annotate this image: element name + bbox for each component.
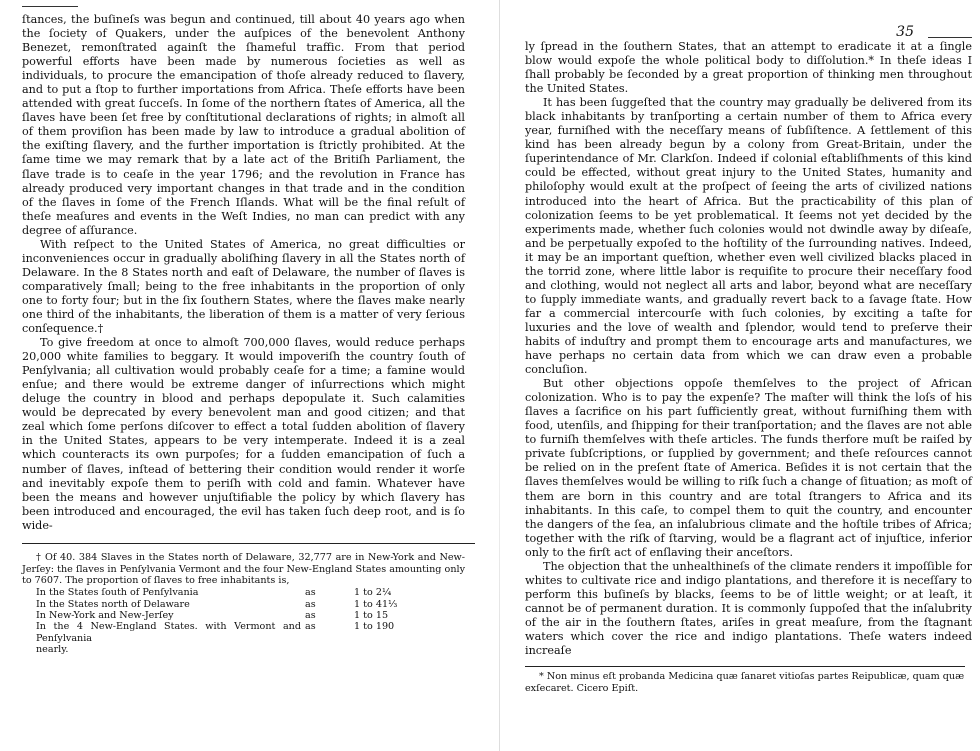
ratio-as: as — [305, 587, 316, 599]
ratio-label: In the States north of Delaware — [36, 598, 190, 610]
right-paragraph-3: But other objections oppoſe themſelves to the project of African colonization. Who is to pay the expenſe? The maſter will think the loſs of his ſlaves a ſacrifice on his part ſufficiently great, without furniſhing them with food, utenſils, and ſhipping for their tranſportation; and the ſlaves are not able to furniſh themſelves with theſe articles. The funds therfore muſt be raiſed by private ſubſcriptions, or ſupplied by government; and theſe reſources cannot be relied on in the preſent ſtate of America. Beſides it is not certain that the ſlaves themſelves would be willing to riſk ſuch a change of ſituation; as moſt of them are born in this country and are total ſtrangers to Africa and its inhabitants. In this caſe, to compel them to quit the country, and encounter the dangers of the ſea, an inſalubrious climate and the hoſtile tribes of Africa; together with the riſk of ſtarving, would be a flagrant act of injuſtice, inferior only to the firſt act of enſlaving their anceſtors. — [525, 377, 972, 559]
left-paragraph-2: With reſpect to the United States of America, no great difficulties or inconveniences occur in gradually aboliſhing ſlavery in all the States north of Delaware. In the 8 States north and eaſt of Delaware, the number of ſlaves is comparatively ſmall; being to the free inhabitants in the proportion of only one to forty four; but in the ſix ſouthern States, where the ſlaves make nearly one third of the inhabitants, the liberation of them is a matter of very ſerious conſequence.† — [22, 237, 465, 336]
ratio-row — [36, 610, 401, 621]
top-rule — [22, 6, 78, 7]
header-rule — [928, 37, 972, 38]
footnote-intro: † Of 40. 384 Slaves in the States north of Delaware, 32,777 are in New-York and New-Jerſey: the ſlaves in Penſylvania Vermont and the four New-England States amounting only to 7607. The proportion of ſlaves to free inhabitants is, — [22, 551, 465, 587]
left-page — [0, 0, 475, 751]
right-page — [525, 0, 980, 751]
right-paragraph-1: ly ſpread in the ſouthern States, that an attempt to eradicate it at a ſingle blow would expoſe the whole political body to diſſolution.* In theſe ideas I ſhall probably be ſeconded by a great proportion of thinking men throughout the United States. — [525, 40, 972, 96]
ratio-table — [36, 587, 401, 644]
right-page-header — [525, 6, 972, 40]
ratio-label: In New-York and New-Jerſey — [36, 609, 174, 621]
footnote-divider — [22, 543, 475, 544]
left-paragraph-3: To give freedom at once to almoſt 700,000 ſlaves, would reduce perhaps 20,000 white families to beggary. It would impoveriſh the country ſouth of Penſylvania; all cultivation would probably ceaſe for a time; a famine would enſue; and there would be extreme danger of inſurrections which might deluge the country in blood and perhaps depopulate it. Such calamities would be deprecated by every benevolent man and good citizen; and that zeal which ſome perſons diſcover to effect a total ſudden abolition of ſlavery in the United States, appears to be very intemperate. Indeed it is a zeal which counteracts its own purpoſes; for a ſudden emancipation of ſuch a number of ſlaves, inſtead of bettering their condition would render it worſe and inevitably expoſe them to periſh with cold and famin. Whatever have been the means and however unjuſtifiable the policy by which ſlavery has been introduced and encouraged, the evil has taken ſuch deep root, and is ſo wide- — [22, 336, 465, 532]
ratio-label: In the States ſouth of Penſylvania — [36, 587, 199, 599]
ratio-label: In the 4 New-England States. with Vermont and Penſylvania — [36, 621, 301, 644]
ratio-value: 1 to 2¼ — [354, 587, 392, 599]
right-footnote — [525, 671, 972, 694]
left-footnote — [22, 552, 465, 656]
book-gutter — [475, 0, 525, 751]
ratio-value: 1 to 41⅓ — [354, 598, 398, 610]
cicero-footnote: * Non minus eſt probanda Medicina quæ ſanaret vitioſas partes Reipublicæ, quam quæ exſecaret. Cicero Epiſt. — [525, 671, 965, 694]
right-body-text — [525, 40, 972, 658]
right-footnote-divider — [525, 666, 965, 667]
footnote-tail: nearly. — [36, 644, 69, 656]
page-fold — [499, 0, 500, 751]
ratio-as: as — [305, 609, 316, 621]
ratio-as: as — [305, 621, 316, 633]
left-paragraph-1: ſtances, the buſineſs was begun and continued, till about 40 years ago when the ſociety of Quakers, under the auſpices of the benevolent Anthony Benezet, remonſtrated againſt the ſhameful traffic. From that period powerful efforts have been made by numerous ſocieties as well as individuals, to procure the emancipation of thoſe already reduced to ſlavery, and to put a ſtop to further importations from Africa. Theſe efforts have been attended with great ſucceſs. In ſome of the northern ſtates of America, all the ſlaves have been ſet free by conſtitutional declarations of rights; in almoſt all of them proviſion has been made by law to introduce a gradual abolition of the exiſting ſlavery, and the further importation is ſtrictly prohibited. At the ſame time we may remark that by a late act of the Britiſh Parliament, the ſlave trade is to ceaſe in the year 1796; and the revolution in France has already produced very important changes in that trade and in the condition of the ſlaves in ſome of the French Iſlands. What will be the final reſult of theſe meaſures and events in the Weſt Indies, no man can predict with any degree of aſſurance. — [22, 13, 465, 237]
ratio-value: 1 to 15 — [354, 609, 389, 621]
ratio-row — [36, 599, 401, 610]
right-paragraph-2: It has been ſuggeſted that the country may gradually be delivered from its black inhabitants by tranſporting a certain number of them to Africa every year, furniſhed with the neceſſary means of ſubſiſtence. A ſettlement of this kind has been already begun by a colony from Great-Britain, under the ſuperintendance of Mr. Clarkſon. Indeed if colonial eſtabliſhments of this kind could be effected, without great injury to the United States, humanity and philoſophy would exult at the proſpect of ſeeing the arts of civilized nations introduced into the heart of Africa. But the practicability of this plan of colonization ſeems to be yet problematical. It ſeems not yet decided by the experiments made, whether ſuch colonies would not dwindle away by diſeaſe, and be perpetually expoſed to the hoſtility of the ſurrounding natives. Indeed, it may be an important queſtion, whether even well civilized blacks placed in the torrid zone, where little labor is requiſite to procure their neceſſary food and clothing, would not neglect all arts and labor, beyond what are neceſſary to ſupply immediate wants, and gradually revert back to a ſavage ſtate. How far a commercial intercourſe with ſuch colonies, by exciting a taſte for luxuries and the love of wealth and ſplendor, would tend to preſerve their habits of induſtry and prompt them to encourage arts and manufactures, we have perhaps no certain data from which we can draw even a probable concluſion. — [525, 96, 972, 377]
left-body-text — [22, 13, 465, 533]
ratio-row — [36, 587, 401, 598]
right-paragraph-4: The objection that the unhealthineſs of the climate renders it impoſſible for whites to cultivate rice and indigo plantations, and therefore it is neceſſary to perform this buſineſs by blacks, ſeems to be of little weight; or at leaſt, it cannot be of permanent duration. It is commonly ſuppoſed that the inſalubrity of the air in the ſouthern ſtates, ariſes in great meaſure, from the ſtagnant waters which cover the rice and indigo plantations. Theſe waters indeed increaſe — [525, 559, 972, 658]
page-number: 35 — [896, 24, 914, 40]
ratio-value: 1 to 190 — [354, 621, 395, 633]
ratio-row — [36, 621, 401, 644]
ratio-as: as — [305, 598, 316, 610]
